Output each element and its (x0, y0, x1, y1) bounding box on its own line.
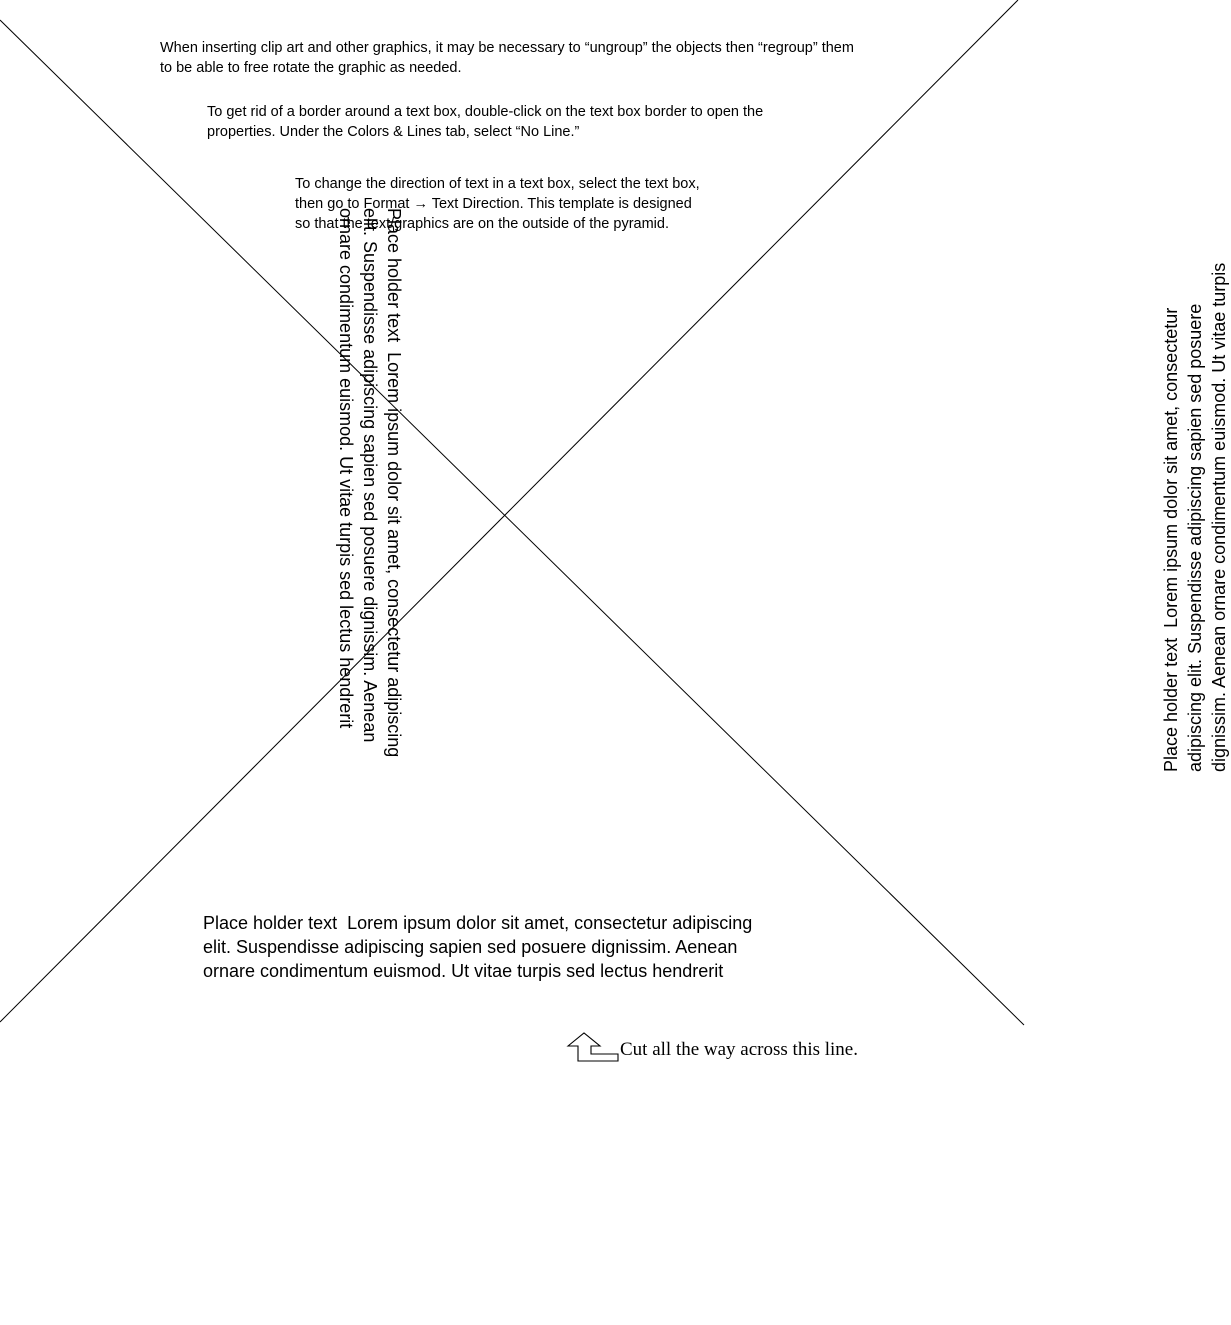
instruction-ungroup-graphics: When inserting clip art and other graphics, it may be necessary to “ungroup” the objects then “regroup” them to be able to free rotate the graphic as needed. (160, 40, 854, 76)
bent-up-arrow-icon (566, 1030, 620, 1064)
cut-line-instruction (566, 1030, 858, 1064)
instruction-remove-border: To get rid of a border around a text box, double-click on the text box border to open the properties. Under the Colors & Lines tab, select “No Line.” (207, 104, 764, 140)
diagonal-line-left-top-to-right-bottom (0, 20, 1024, 1025)
cut-line-label: Cut all the way across this line. (620, 1039, 858, 1060)
left-panel-placeholder-text: Place holder text Lorem ipsum dolor sit amet, consectetur adipiscing elit. Suspendisse adipiscing sapien sed posuere dignissim. Aenean ornare condimentum euismod. Ut vitae turpis sed lectus hendrerit (336, 208, 404, 758)
right-panel-placeholder-text: Place holder text Lorem ipsum dolor sit amet, consectetur adipiscing elit. Suspendisse adipiscing sapien sed posuere dignissim. Aenean ornare condimentum euismod. Ut vitae turpis (1161, 262, 1229, 772)
bottom-panel-placeholder-text: Place holder text Lorem ipsum dolor sit amet, consectetur adipiscing elit. Suspendisse adipiscing sapien sed posuere dignissim. Aenean ornare condimentum euismod. Ut vitae turpis sed lectus hendrerit (203, 913, 753, 981)
instruction-text-direction: To change the direction of text in a text box, select the text box, then go to Format → Text Direction. This template is designed so that the text/graphics are on the outside of the pyramid. (295, 176, 700, 232)
